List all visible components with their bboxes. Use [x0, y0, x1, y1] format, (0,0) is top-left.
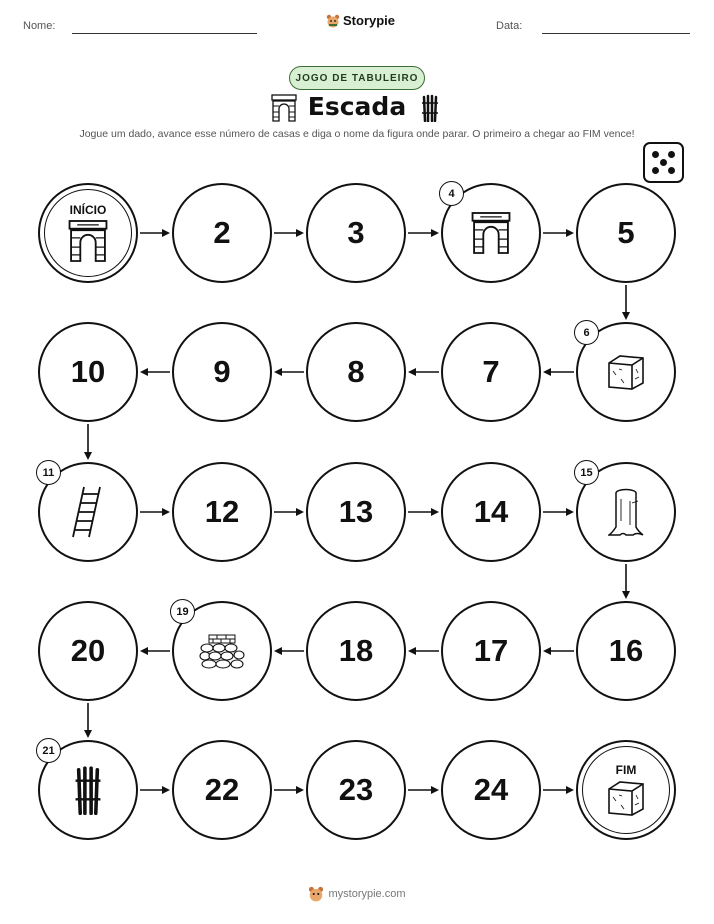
- path-arrow: [140, 786, 170, 794]
- instructions: Jogue um dado, avance esse número de casas e diga o nome da figura onde parar. O primeiro a chegar ao FIM vence!: [79, 128, 635, 140]
- board-space: [172, 601, 272, 701]
- space-number-tag: 4: [439, 181, 464, 206]
- board-space: [441, 322, 541, 422]
- board-space: [576, 601, 676, 701]
- path-arrow: [274, 368, 304, 376]
- board-space: [441, 462, 541, 562]
- path-arrow: [622, 564, 630, 599]
- board-space: [172, 740, 272, 840]
- board-space: [38, 322, 138, 422]
- space-number-tag: 6: [574, 320, 599, 345]
- board-space: [306, 183, 406, 283]
- space-number: 23: [338, 772, 374, 807]
- space-number: 24: [473, 772, 509, 807]
- path-arrow: [84, 703, 92, 738]
- board-space: [306, 601, 406, 701]
- board-space: [441, 740, 541, 840]
- path-arrow: [408, 229, 439, 237]
- stump-icon: [608, 487, 644, 537]
- arch-icon: [68, 219, 108, 263]
- path-arrow: [543, 229, 574, 237]
- board-space: [306, 740, 406, 840]
- board-space: [38, 740, 138, 840]
- ladder-icon: [70, 485, 106, 539]
- board-space: [172, 183, 272, 283]
- board-space: [306, 322, 406, 422]
- board-space: [306, 462, 406, 562]
- space-number: 13: [338, 494, 374, 529]
- path-arrow: [140, 368, 170, 376]
- board-space: [441, 183, 541, 283]
- name-label: Nome:: [23, 20, 56, 32]
- space-number: 17: [473, 633, 509, 668]
- space-number: 10: [70, 354, 106, 389]
- finish-space: [576, 740, 676, 840]
- space-number: 14: [473, 494, 509, 529]
- space-number-tag: 21: [36, 738, 61, 763]
- footer: [0, 886, 714, 902]
- path-arrow: [408, 508, 439, 516]
- path-arrow: [408, 647, 439, 655]
- path-arrow: [140, 647, 170, 655]
- board-space: [576, 322, 676, 422]
- space-number: 16: [608, 633, 644, 668]
- path-arrow: [274, 229, 304, 237]
- path-arrow: [140, 229, 170, 237]
- board-space: [38, 601, 138, 701]
- path-arrow: [274, 508, 304, 516]
- board-space: [172, 462, 272, 562]
- path-arrow: [408, 786, 439, 794]
- space-number: 18: [338, 633, 374, 668]
- board-space: [38, 462, 138, 562]
- space-number: 2: [213, 215, 231, 250]
- space-number: 5: [617, 215, 635, 250]
- path-arrow: [140, 508, 170, 516]
- path-arrow: [543, 786, 574, 794]
- space-number: 3: [347, 215, 365, 250]
- path-arrow: [622, 285, 630, 320]
- space-number: 20: [70, 633, 106, 668]
- footer-url[interactable]: mystorypie.com: [328, 888, 406, 900]
- space-number: 22: [204, 772, 240, 807]
- space-number-tag: 19: [170, 599, 195, 624]
- bundle-icon: [74, 765, 102, 815]
- path-arrow: [543, 647, 574, 655]
- space-number: 7: [482, 354, 500, 389]
- block-icon: [606, 353, 646, 391]
- bear-logo-icon: [308, 886, 324, 902]
- space-number-tag: 15: [574, 460, 599, 485]
- path-arrow: [274, 647, 304, 655]
- path-arrow: [84, 424, 92, 460]
- board-space: [576, 462, 676, 562]
- path-arrow: [543, 368, 574, 376]
- path-arrow: [274, 786, 304, 794]
- board-space: [576, 183, 676, 283]
- space-label: FIM: [615, 763, 637, 777]
- path-arrow: [543, 508, 574, 516]
- stone-wall-icon: [199, 633, 245, 669]
- space-number: 8: [347, 354, 365, 389]
- path-arrow: [408, 368, 439, 376]
- block-icon: [606, 779, 646, 817]
- page-title: Escada: [307, 92, 407, 121]
- space-label: INÍCIO: [69, 203, 107, 217]
- arch-icon: [471, 211, 511, 255]
- date-label: Data:: [496, 20, 523, 32]
- board-space: [441, 601, 541, 701]
- start-space: [38, 183, 138, 283]
- brand-name: Storypie: [343, 13, 396, 28]
- game-type-badge: JOGO DE TABULEIRO: [289, 66, 425, 90]
- space-number-tag: 11: [36, 460, 61, 485]
- space-number: 9: [213, 354, 231, 389]
- board-space: [172, 322, 272, 422]
- space-number: 12: [204, 494, 240, 529]
